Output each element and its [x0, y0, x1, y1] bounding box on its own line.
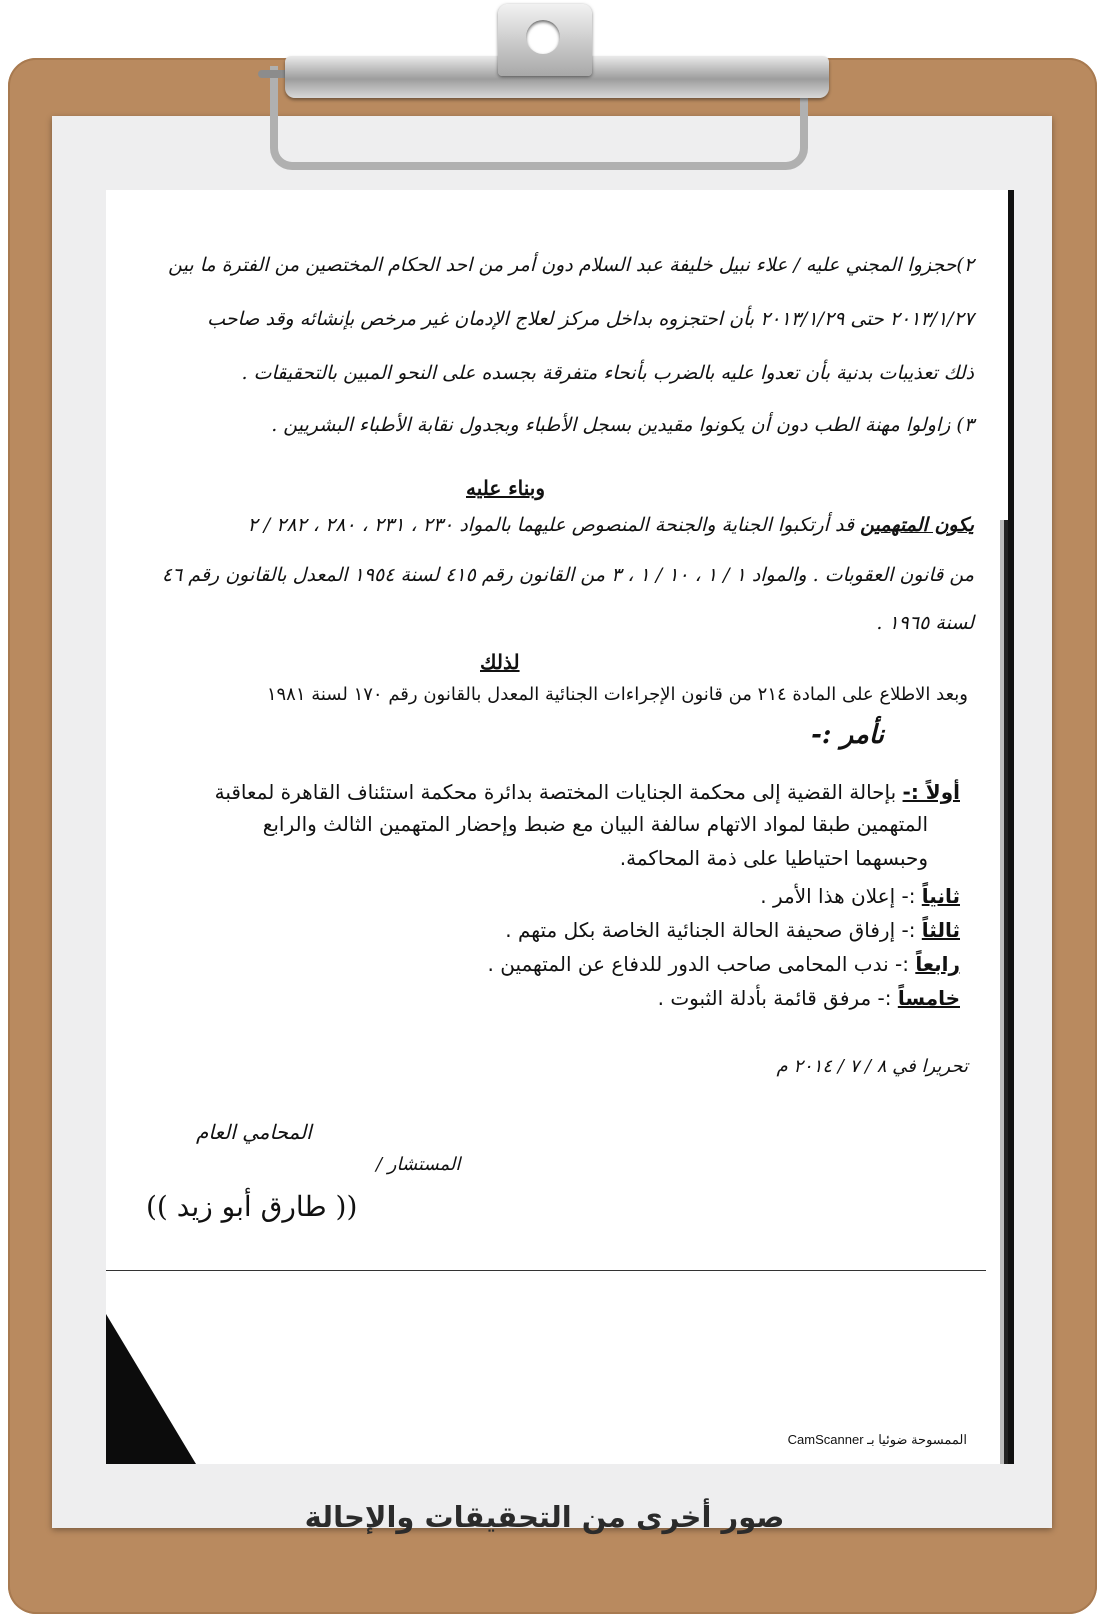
clip-hanger: [498, 4, 592, 76]
signature-title-public-attorney: المحامي العام: [196, 1120, 312, 1144]
scan-divider-line: [106, 1270, 986, 1271]
doc-line-5-text: قد أرتكبوا الجناية والجنحة المنصوص عليهما بالمواد ٢٣٠ ، ٢٣١ ، ٢٨٠ ، ٢٨٢ / ٢: [247, 514, 861, 536]
doc-line-1: ٢)حجزوا المجني عليه / علاء نبيل خليفة عبد السلام دون أمر من احد الحكام المختصين من الفترة ما بين: [168, 254, 974, 276]
scan-edge-shadow: [986, 520, 1008, 1464]
order-fourth-text: :- ندب المحامى صاحب الدور للدفاع عن المتهمين .: [487, 952, 916, 976]
order-second-label: ثانياً: [921, 884, 960, 908]
order-second-text: :- إعلان هذا الأمر .: [760, 884, 922, 908]
signature-title-counselor: المستشار /: [376, 1154, 461, 1175]
order-first-line-3: وحبسهما احتياطيا على ذمة المحاكمة.: [619, 846, 928, 870]
signature-name: (( طارق أبو زيد )): [146, 1190, 358, 1223]
doc-line-2: ٢٠١٣/١/٢٧ حتى ٢٠١٣/١/٢٩ بأن احتجزوه بداخل مركز لعلاج الإدمان غير مرخص بإنشائه وقد صاحب: [207, 308, 974, 330]
order-first-line-2: المتهمين طبقا لمواد الاتهام سالفة البيان مع ضبط وإحضار المتهمين الثالث والرابع: [262, 812, 928, 836]
order-first-label: أولاً :-: [902, 780, 960, 804]
scan-corner-shadow: [106, 1314, 196, 1464]
doc-line-5-lead: يكون المتهمين: [860, 514, 974, 536]
caption: صور أخرى من التحقيقات والإحالة: [304, 1500, 785, 1534]
document-text: [106, 190, 1008, 1464]
heading-accordingly: وبناء عليه: [466, 476, 546, 500]
doc-line-8: وبعد الاطلاع على المادة ٢١٤ من قانون الإجراءات الجنائية المعدل بالقانون رقم ١٧٠ لسنة ١٩٨١: [266, 684, 968, 705]
heading-therefore: لذلك: [480, 650, 520, 674]
scanned-document: [106, 190, 1014, 1464]
order-fourth: [488, 952, 961, 976]
order-fifth-label: خامساً: [897, 986, 960, 1010]
order-first: [215, 780, 960, 804]
doc-line-6: من قانون العقوبات . والمواد ١ / ١ ، ١٠ / ١ ، ٣ من القانون رقم ٤١٥ لسنة ١٩٥٤ المعدل بالقانون رقم ٤٦: [161, 564, 974, 586]
order-fourth-label: رابعاً: [915, 952, 960, 976]
order-first-text: بإحالة القضية إلى محكمة الجنايات المختصة بدائرة محكمة استئناف القاهرة لمعاقبة: [214, 780, 903, 804]
doc-line-5: [247, 514, 974, 536]
order-fifth-text: :- مرفق قائمة بأدلة الثبوت .: [657, 986, 898, 1010]
order-fifth: [658, 986, 960, 1010]
doc-line-4: ٣) زاولوا مهنة الطب دون أن يكونوا مقيدين بسجل الأطباء وبجدول نقابة الأطباء البشريين .: [271, 414, 974, 436]
clip-hole-icon: [526, 20, 560, 54]
doc-line-7: لسنة ١٩٦٥ .: [876, 612, 974, 634]
order-heading: نأمر :-: [811, 720, 884, 750]
order-third: [505, 918, 960, 942]
order-second: [760, 884, 960, 908]
camscanner-watermark: الممسوحة ضوئيا بـ CamScanner: [787, 1432, 967, 1447]
order-third-label: ثالثاً: [921, 918, 960, 942]
doc-line-3: ذلك تعذيبات بدنية بأن تعدوا عليه بالضرب بأنحاء متفرقة بجسده على النحو المبين بالتحقيقات .: [241, 362, 974, 384]
order-third-text: :- إرفاق صحيفة الحالة الجنائية الخاصة بكل متهم .: [505, 918, 922, 942]
document-date: تحريرا في ٨ / ٧ / ٢٠١٤ م: [776, 1056, 968, 1077]
